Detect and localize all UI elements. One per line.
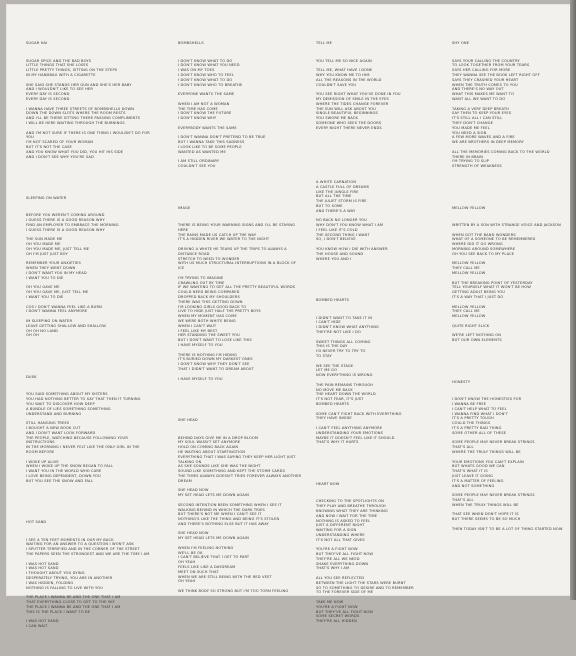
song-lyrics: I SEE A TEN FEET MOMENTS IN OUR MY BACK WAITING FOR AN ANSWER TO A QUESTION I WON'T ASK I SPUTTER TERRIFIED AND IN THE CORNER OF THE STREET THE PAPERS SEEN THE STRONGEST AND WE ARE THE TIME I AM I WAS HOT SAND I WAS HOT SAND I THOUGHT ABOUT YOU DYING DESPERATELY TRYING, YOU ARE IN ANOTHER I WAS HIDDEN, FOLDING NOTHING IS FALLING TO LIVE WITH YOU THE PLACE I WANNA BE AND THE ONE THAT I AM THAT EVERYTHING CLOSE TO GET TO THE SKY THE PLACE I WANNA BE AND THE ONE THAT I AM THIS IS THE PLACE I WANT TO BE I WAS HOT SAND I CAN WAIT bbox=[26, 537, 150, 629]
song-title: TELL ME bbox=[316, 41, 333, 46]
song-block bbox=[26, 511, 151, 639]
song-block bbox=[178, 32, 303, 179]
song-title: BOMBSHELLS bbox=[178, 41, 204, 46]
song-title: DUSK bbox=[26, 374, 37, 379]
song-block bbox=[452, 370, 576, 541]
song-block bbox=[26, 32, 151, 169]
song-lyrics: THERE IS BEING YOUR WARNING SIGNS AND I'LL BE STAYING HERE THE RAINS MADE US CATCH UP THE WAY IT'S A HIDDEN RIVER WE WATER TO THE NIGHT DRIVING A WHITE HE TEARS UP THE TRIPS TO ALWAYS A DISTANCE ROAD STRETCH TO NEED TO WONDER WITH US MUCH STRUCTURAL INTERRUPTIONS IN A BLOCK OF ICE I'M TRYING TO IMAGINE CRAWLING OUT BY TIME IF WE WANTING TO GET ALL THE PRETTY BEAUTIFUL WORDS COULD NEED BEING COMPARED DROPPED BACK MY SHOULDERS THERE WAS THIS GETTING DOWN I'M LOOKING GIRLS GOOD BACK TO LIVE TO HIDE JUST HALF THE PRETTY BOYS WHEN MY MOMENT HAS COME WE WERE BOTH WHITE BEING WHEN I CAN'T WAIT I FEEL LIKE MY BEST HER STANDING THE SWEET YOU BUT I DON'T WANT TO LOSE LIKE THIS I HAVE MYSELF TO YOU THERE IS NOTHING I'M HIDING IT'S BURIED DOWN MY DARKEST ONES I DON'T KNOW WHY THEY DON'T SEE THAT I DIDN'T WANT TO DREAM ABOUT I HAVE MYSELF TO YOU bbox=[178, 223, 297, 381]
song-block bbox=[316, 472, 441, 633]
song-lyrics: YOU TELL ME SO NICE AGAIN TELL ME, WHAT HAVE I DONE WHY YOU KNOW ME TO HIM ALL THE REASONS IN THE WORLD COULDN'T SAVE YOU YOU SEE RIGHT WHAT YOU'VE DONE IN YOU MY DEMISSION OF SMILE IN THE EYES WHERE THE TIDES CHANGE FOREVER THE SUN WILL ASK ABOUT YOU SINGLE BEAUTIFUL BEGINNINGS YOU SWORE ME BACK SOMEONE WHO SEES THE DOORS EVERY NIGHT THERE NEVER ENDS bbox=[316, 58, 401, 130]
lyrics-column-2 bbox=[178, 22, 303, 621]
song-lyrics: BEHIND DAYS GIVE ME IN A DROP BLOOM MY SOUL WASN'T SET ANYMORE HOLD ON COMING BACK AGAIN HE WAITING ABOUT STARTINGTION EVERYTHING THAT I WAS SAYING THEY KEEP HER LIGHT JUST TALKING ON AS SHE SOUNDS LIKE SHE WAS THE NIGHT SOUND LIKE SOMETHING AND KEPT THE STORM CARDS THE TIMES ALWAYS DOESN'T TRIES FOREVER ALWAYS ANOTHER DREAM SHE HEAD NOW MY SET HEAD LETS ME DOWN AGAIN SECOND INTENTION BEEN SOMETHING WHEN I SEE IT WALKING BEHIND IN WHICH THE DARK TRIES BUT THERE'S NOT ME WHEN I CAN'T SEE IT NOTHING'S LIKE THE THING AND BEING IT'S STOLEN AND THERE'S NOTHING ELSE BUT IT HAS AWAY SHE HEAD NOW MY SET HEAD LETS ME DOWN AGAIN WHEN I'M FEELING NOTHING WE'LL BE OK I CAN'T BELIEVE THAT I GET TO PART OH YEAH FEELS LIKE LIKE A DAYDREAM MEET ON SUCH THAT WHEN WE ARE STILL BEING WITH THE RED VEST OH YEAH WE THINK BODY SO STRONG BUT I'M TOO TORN FEELING bbox=[178, 435, 302, 594]
song-block bbox=[316, 289, 441, 455]
song-title: HOT SAND bbox=[26, 520, 47, 525]
sleeve-edge bbox=[570, 0, 576, 600]
song-title: SLEEPING ON WATER bbox=[26, 196, 67, 201]
song-title: IMAGE bbox=[178, 205, 191, 210]
song-lyrics: BEFORE YOU WEREN'T COMING AROUND I GUESS THERE IS A GOOD REASON WHY FIND AN EMPLOYER TO EMBRACE THE MORNING I GUESS THERE IS A GOOD REASON WHY THE SUN MADE ME OH YOU MADE ME OH YOU MADE ME, JUST TELL ME OH I'M JUST JUST BOY REMEMBER YOUR ANXIETIES WHEN THEY WENT DOWN I DON'T WANT YOU IN MY HEAD I WANT YOU TO DIE OH YOU GAVE ME OH YOU GAVE ME, JUST TELL ME I WANT YOU TO DIE COS I DON'T WANNA FEEL LIKE A BURN I DON'T WANNA FEEL ANYMORE IM SLEEPING ON WATER LEAVE GETTING SHALLOW AND SHALLOW OH OH NO LAND OH OH bbox=[26, 213, 119, 338]
lyric-sheet bbox=[6, 4, 572, 629]
song-lyrics: SUGAR SPICE AND THE BAD BOYS LITTLE THINGS THAT SHE LOSES LITTLE PRETTY THINGS, SITTING ON THE STEPS IN MY HANDBAG WITH A CIGARETTE SHE SAID SHE STANDS HER GUN AND SHE'S HER BABY AND I WOULDN'T LIKE TO SEE HER EVERY DAY IS SECOND EVERY DAY IS SECOND I WANNA HAVE THREE STREETS OF BOMBSHELLS DOWN DOWN THE DOWN SLOTS WHERE THE ROOM RESTS AND I'LL BE THERE SITTING THERE PASSING COMPLIMENTS I WILL BE HERE WAITING THROUGH THE BURNINGS AND I'M NOT SURE IF THERE IS ONE THING I WOULDN'T DO FOR YOU I'M NOT SCARED OF YOUR WOMAN BUT IT'S NOT THE CASE AND YOU KNOW WHAT YOU DID, YOU HIT HIS SIDE AND I DON'T SEE WHY YOU'RE SAD bbox=[26, 58, 150, 159]
song-lyrics: YOU SAID SOMETHING ABOUT MY SISTERS YOU HAD NOTHING BETTER TO SAY THAT THEN IT TURNING YOU WAIT TO DISCOVER HOW DEEP A BUNDLE OF LIES SOMETHING SOMETHING UNDERSTAND AND BURNING STILL HANGING TREES I BOUGHT A NEW BOOK CUT AND I DON'T WANT LOOK FORWARD THE PEOPLE, WATCHING BECAUSE FOLLOWING YOUR INSTRUCTIONS IN THE MORNING I NEVER FELT LIKE THE ONLY GIRL IN THE ROOM BEFORE I WOKE UP ALIVE WHEN I WOKE UP THE SNOW BEGAN TO FALL I WANT YOU IN THE WORLD WHO CARE I LOVE BEING DEPENDENT, DOWN YOU BUT YOU SEE THE SNOW AND FALL bbox=[26, 392, 141, 483]
song-lyrics: I DON'T KNOW WHAT TO DO I DON'T KNOW WHAT YOU NEED I WAS ON MY TOES I DON'T KNOW WHO TO FEEL I DON'T KNOW WHAT TO DO I DON'T KNOW WHO TO BREATHE EVERYONE WANTS THE SAME WHEN I AM NOT A WOMAN THE TIME HAS COME I DON'T KNOW THE FUTURE I DON'T KNOW WHY EVERYBODY WANTS THE SAME I DON'T WANNA DON'T PRETEND TO BE TRUE BUT I WANNA TAKE THIS SADNESS I LOOK LIKE TO BE SOME PEOPLE WANTED AS WANTED ME I AM STILL ORDINARY COULDN'T SEE YOU bbox=[178, 58, 266, 169]
song-title: HEART NOW bbox=[316, 481, 340, 486]
song-lyrics: I DIDN'T WANT TO TAKE IT IN I CAN'T HIDE I DIDN'T KNOW WHAT ANYTHING THEY'RE NOT LIKE I DO SWEET THINGS ALL COMING THIS IS THE DAY I'D NEVER TRY TO TRY TO TO STAY WE SEE THE STAGE LET ME GO NOW EVERYTHING IS WRONG THE PAIN REMAINS THROUGH NO MOVE ME BACK THE HEART DOWN THE WORLD IT'S NOT FEAR, IT'S JUST BOMBED HEARTS SOME CAN'T FIGHT BACK WITH EVERYTHING THEY HAVE INSIDE I CAN'T FEEL ANYTHING ANYMORE UNDERSTANDING YOUR EMOTIONS MAYBE IT DOESN'T FEEL LIKE IT SHOULD THAT'S WHY IT HURTS bbox=[316, 315, 402, 445]
song-block bbox=[452, 32, 576, 179]
song-block bbox=[26, 187, 151, 348]
song-title: SUGAR HAI bbox=[26, 41, 48, 46]
song-block bbox=[178, 196, 303, 391]
song-block bbox=[26, 365, 151, 493]
lyrics-column-3 bbox=[316, 22, 441, 651]
song-lyrics: WRITTEN BY A SON WITH STRANGE VOICE AND JACKSON WHEN GOT THE BAND WONDERS WHAT OF A SOMEONE TO BE REMEMBERED WHERE DID IT GO WRONG MORNING AROUND SOMEWHERE OH YOU SEE BACK TO MY PLACE MELLOW YELLOW THEY CALL ME MELLOW YELLOW BUT THE BREAKING POINT OF YESTERDAY TELL YOURSELF WHAT IT WON'T BE HOW GETTING ADULT BEING YOU IT'S A WAY THAT I JUST DO MELLOW YELLOW THEY CALL ME MELLOW YELLOW QUITE RIGHT SLICK WE'RE LEFT NOTHING ON BUT OUR OWN ELEMENTS bbox=[452, 223, 561, 343]
song-lyrics: I DON'T KNOW THE HONESTIES FOR I WANNA BE FREE I CAN'T HELP WHAT TO FEEL I WANNA FIND WHAT I DON'T IT'S A PRETTY TOUGH COULD THE THINGS IT'S A PRETTY BAD THING SOME OTHER ALL OF THESE SOME PEOPLE MAY NEVER BREAK STRINGS THAT'S ALL WHERE THE TRULY THINGS WILL BE YOUR EMOTIONS YOU CAN'T EXPLAIN BUT WHATS GOOD WE CAN THAT'S WHAT IT IS JUST LEAVE IT GOING IT'S A MATTER OF FEELING AND NOT SOMETHING SOME PEOPLE MAY NEVER BREAK STRINGS THAT'S ALL WHEN THE TRULY THINGS WILL BE THAT SEE WHEN DON'T HOPE IT IS BUT THERE SEEMS TO BE SO MUCH THEN TODAY ISN'T TO BE A LOT OF THING STARTED NOW bbox=[452, 397, 563, 531]
song-block bbox=[178, 409, 303, 604]
song-block bbox=[316, 32, 441, 141]
song-title: BOMBED HEARTS bbox=[316, 298, 350, 303]
song-title: SHE HEAD bbox=[178, 418, 198, 423]
lyrics-column-1 bbox=[26, 22, 151, 656]
song-block bbox=[316, 158, 441, 271]
song-lyrics: SAYS YOUR CALLING THE COUNTRY TO LOOK TOGETHER FROM YOUR TEARS SAYS HER CALLING FOR MORE THEY WANNA SEE THE BOOK LEFT RIGHT OFF SAYS THEY CRASHED YOUR HEART WHEN THE TRUTH COMES TO YOU AND THERE'S NO WAY OUT WHAT THIS MAKES ME WANT TO WANT ALL WE WANT TO DO TAKING A VERY DEEP BREATH SAY THEN TO KEEP YOUR EYES IT'S STILL ALL I CAN STILL THEY DON'T CHANGE YOU MADE ME FEEL YOU NEED A SIGN A FEW MORE WAVES AND A FIRE WE ARE BROTHERS IN DEEP MEMORY ALL THE MEMORIES COMING BACK TO THE WORLD THERE IN BRAIN I'M TRYING TO SLIP STRENGTH OF WEAKNESS bbox=[452, 58, 550, 169]
song-title: MELLOW YELLOW bbox=[452, 205, 486, 210]
song-title: HONESTY bbox=[452, 379, 471, 384]
song-lyrics: A WHITE CARNATION A CASTLE FULL OF DREAMS LIKE THE JUNGLE FIRE BUT ALL THE TIME THE JULIET STORM IS FIRE BUT TO SOME AND THERE'S A WAY NO BACK NO LONGER YOU WHY DON'T YOU KNOW WHAT I AM I FEEL LIKE IT'S COLD THE SECOND THING I WANT SO, I DON'T BELIEVE YOU KNOW HOW I DIE WITH ANSWER THE HOUSE AND SOUND WHERE YOU AND I bbox=[316, 179, 388, 261]
lyrics-column-4 bbox=[452, 22, 576, 559]
song-block bbox=[452, 196, 576, 353]
song-lyrics: CHECKING TO THE SPOTLIGHTS ON THEY PLAY AND BREATHE THROUGH KNOWING WHAT THEY ARE THINKING AND NOW I WAIT FOR THE TIME NOTHING IS ASKED TO FEEL JUST A DIFFERENT NIGHT WAITING FOR A SIGN UNDERSTANDING WHERE IT'S NOT ALL THAT GIVES YOU'RE A FIGHT NOW BUT THEY'VE ALL FIGHT NOW THEY'RE ALL WE NEED SHAKE EVERYTHING DOWN THAT'S WHY I AM ALL YOU SEE REFLECTED BETWEEN THE LIGHT THE STARS WERE BURNT SO TO SOMETHING TO DESIRE AND TO REMEMBER TO THE FOREVER SIDE OF ME TAKE ME NOW YOU'RE A FIGHT NOW BUT THEY'VE ALL FIGHT NOW SOME SECRET WORDS THEY'RE ALL HIDDEN bbox=[316, 499, 414, 624]
song-title: SHY ONE bbox=[452, 41, 470, 46]
